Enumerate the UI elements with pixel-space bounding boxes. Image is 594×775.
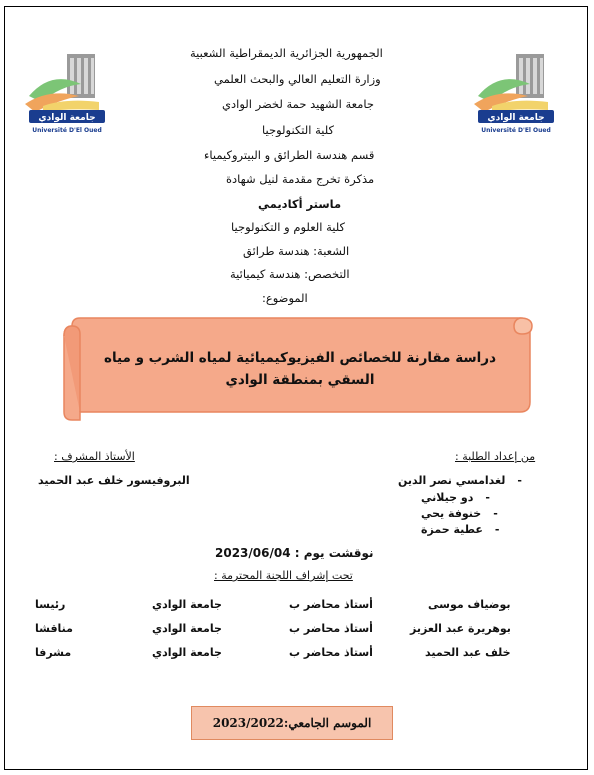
university-logo-left — [21, 50, 113, 138]
student-name: -دو جيلاني — [421, 491, 490, 504]
department-line: قسم هندسة الطرائق و البيتروكيمياء — [204, 148, 375, 162]
committee-role: مشرفا — [35, 646, 72, 659]
republic-line: الجمهورية الجزائرية الديمقراطية الشعبية — [190, 46, 383, 60]
students-label: من إعداد الطلبة : — [455, 450, 536, 463]
field-line: كلية العلوم و التكنولوجيا — [231, 220, 346, 234]
student-name: -لغدامسي نصر الدين — [398, 474, 522, 487]
university-line: جامعة الشهيد حمة لخضر الوادي — [222, 97, 374, 111]
committee-rank: أستاذ محاضر ب — [289, 622, 373, 635]
committee-role: رئيسا — [35, 598, 66, 611]
academic-season-box: الموسم الجامعي:2023/2022 — [191, 706, 393, 740]
faculty-line: كلية التكنولوجيا — [262, 123, 335, 137]
student-name: -خنوفة يحي — [421, 507, 498, 520]
specialty-line: التخصص: هندسة كيميائية — [230, 267, 350, 281]
discussion-date: نوقشت يوم : 2023/06/04 — [215, 546, 374, 560]
supervisor-name: البروفيسور خلف عبد الحميد — [38, 474, 190, 487]
committee-name: بوضياف موسى — [428, 598, 511, 611]
committee-role: مناقشا — [35, 622, 73, 635]
logo-ar-text: جامعة الوادي — [38, 113, 96, 123]
memo-line: مذكرة تخرج مقدمة لنيل شهادة — [226, 172, 375, 186]
university-logo-right — [470, 50, 562, 138]
ministry-line: وزارة التعليم العالي والبحث العلمي — [214, 72, 381, 86]
branch-line: الشعبة: هندسة طرائق — [243, 244, 350, 258]
degree-line: ماستر أكاديمي — [258, 197, 342, 211]
logo-fr-text: Université D'El Oued — [481, 127, 551, 134]
committee-rank: أستاذ محاضر ب — [289, 598, 373, 611]
committee-university: جامعة الوادي — [152, 646, 222, 659]
logo-fr-text: Université D'El Oued — [32, 127, 102, 134]
student-name: -عطية حمزة — [421, 523, 500, 536]
committee-name: خلف عبد الحميد — [425, 646, 511, 659]
committee-rank: أستاذ محاضر ب — [289, 646, 373, 659]
committee-university: جامعة الوادي — [152, 622, 222, 635]
logo-ar-text: جامعة الوادي — [487, 113, 545, 123]
thesis-title: دراسة مقارنة للخصائص الفيزيوكيميائية لمياه الشرب و مياه السقي بمنطقة الوادي — [103, 350, 496, 388]
supervisor-label: الأستاذ المشرف : — [54, 450, 135, 463]
committee-label: تحت إشراف اللجنة المحترمة : — [214, 569, 353, 582]
committee-name: بوهريرة عبد العزيز — [410, 622, 511, 635]
subject-label: الموضوع: — [262, 291, 308, 305]
committee-university: جامعة الوادي — [152, 598, 222, 611]
